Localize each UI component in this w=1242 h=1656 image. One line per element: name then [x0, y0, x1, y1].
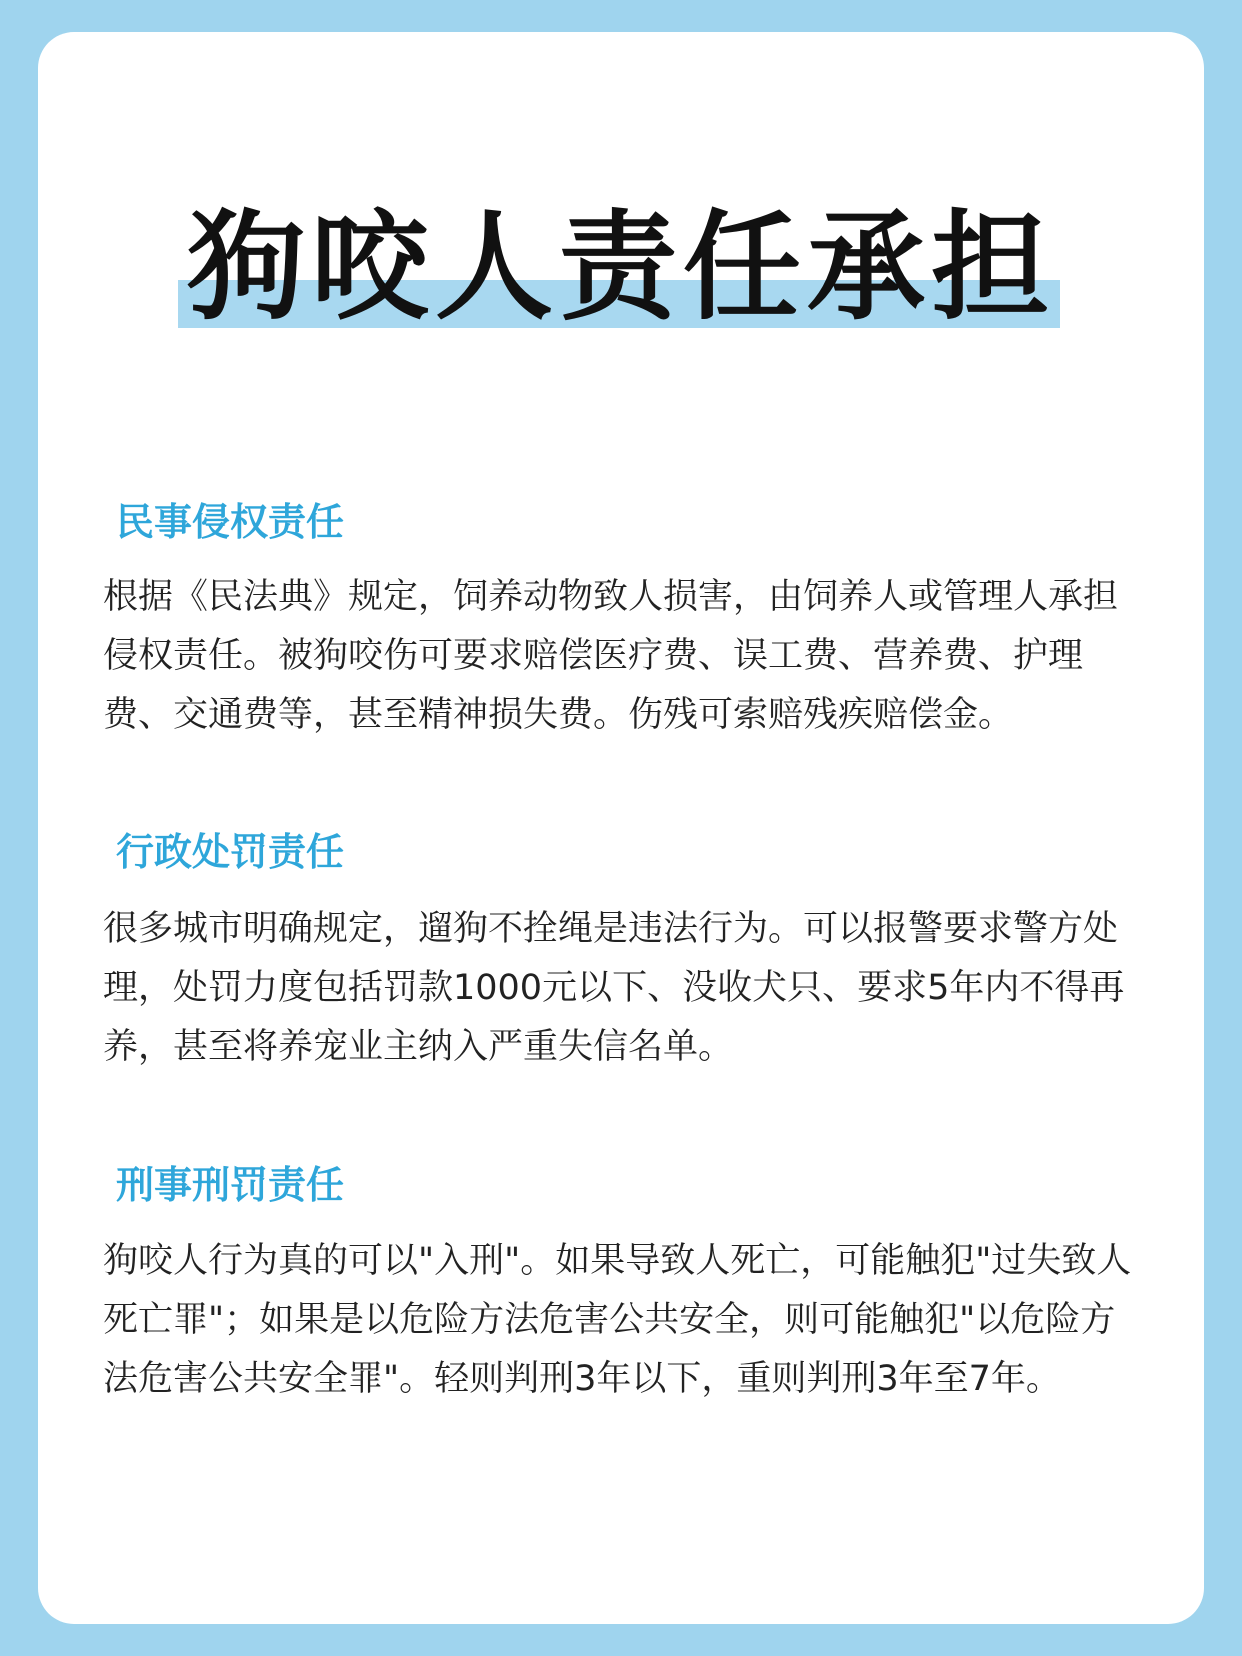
section-body-civil — [103, 568, 1163, 745]
body-line: 狗咬人行为真的可以"入刑"。如果导致人死亡，可能触犯"过失致人 — [103, 1241, 1132, 1281]
body-line: 很多城市明确规定，遛狗不拴绳是违法行为。可以报警要求警方处 — [103, 909, 1119, 949]
body-line: 死亡罪"；如果是以危险方法危害公共安全，则可能触犯"以危险方 — [103, 1300, 1116, 1340]
body-line: 侵权责任。被狗咬伤可要求赔偿医疗费、误工费、营养费、护理 — [103, 636, 1084, 676]
body-line: 根据《民法典》规定，饲养动物致人损害，由饲养人或管理人承担 — [103, 577, 1119, 617]
body-line: 费、交通费等，甚至精神损失费。伤残可索赔残疾赔偿金。 — [103, 695, 1014, 735]
title-block — [0, 196, 1242, 346]
body-line: 法危害公共安全罪"。轻则判刑3年以下，重则判刑3年至7年。 — [103, 1359, 1061, 1399]
body-line: 养，甚至将养宠业主纳入严重失信名单。 — [103, 1027, 734, 1067]
section-heading-criminal: 刑事刑罚责任 — [116, 1163, 345, 1207]
section-heading-civil: 民事侵权责任 — [116, 500, 345, 544]
section-body-criminal — [103, 1232, 1163, 1409]
body-line: 理，处罚力度包括罚款1000元以下、没收犬只、要求5年内不得再 — [103, 968, 1125, 1008]
section-heading-administrative: 行政处罚责任 — [116, 830, 345, 874]
page-title: 狗咬人责任承担 — [186, 198, 1055, 336]
section-body-administrative — [103, 900, 1163, 1077]
